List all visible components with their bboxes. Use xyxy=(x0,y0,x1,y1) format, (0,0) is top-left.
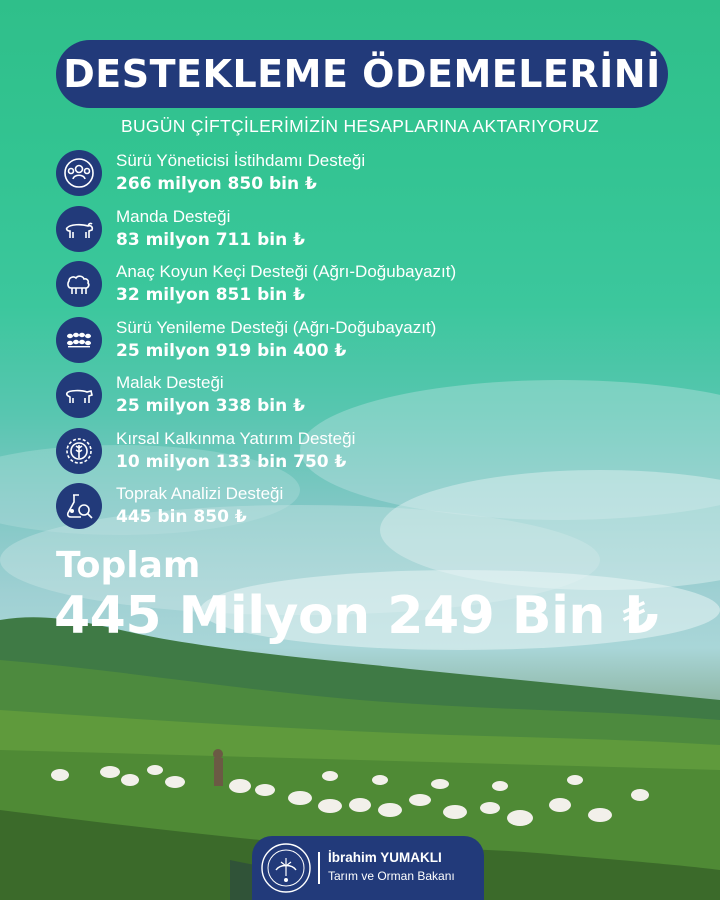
item-amount: 25 milyon 919 bin 400 ₺ xyxy=(116,340,347,361)
flock-icon xyxy=(56,317,102,363)
item-amount: 25 milyon 338 bin ₺ xyxy=(116,396,305,416)
item-label: Manda Desteği xyxy=(116,206,231,226)
minister-badge xyxy=(252,836,484,900)
item-label: Malak Desteği xyxy=(116,373,224,392)
buffalo-icon xyxy=(56,206,102,252)
item-label: Sürü Yenileme Desteği (Ağrı-Doğubayazıt) xyxy=(116,317,437,337)
item-label: Kırsal Kalkınma Yatırım Desteği xyxy=(116,428,356,448)
minister-name: İbrahim YUMAKLI xyxy=(328,850,442,865)
item-label: Sürü Yöneticisi İstihdamı Desteği xyxy=(116,151,366,170)
list-item xyxy=(56,150,676,206)
badge-divider xyxy=(318,852,320,884)
calf-icon xyxy=(56,372,102,418)
list-item xyxy=(56,206,676,262)
list-item xyxy=(56,317,676,373)
list-item xyxy=(56,483,676,539)
total-label: Toplam xyxy=(56,545,201,586)
wheat-gear-icon xyxy=(56,428,102,474)
ministry-seal-icon xyxy=(260,842,312,894)
page-subtitle: BUGÜN ÇİFTÇİLERİMİZİN HESAPLARINA AKTARIYORUZ xyxy=(121,116,599,136)
shepherd-group-icon xyxy=(56,150,102,196)
item-amount: 83 milyon 711 bin ₺ xyxy=(116,229,305,250)
minister-title: Tarım ve Orman Bakanı xyxy=(328,869,455,883)
sheep-icon xyxy=(56,261,102,307)
page-title: DESTEKLEME ÖDEMELERİNİ xyxy=(63,52,661,96)
list-item xyxy=(56,372,676,428)
title-banner xyxy=(56,40,668,108)
item-amount: 10 milyon 133 bin 750 ₺ xyxy=(116,451,347,472)
item-amount: 32 milyon 851 bin ₺ xyxy=(116,285,305,305)
item-amount: 266 milyon 850 bin ₺ xyxy=(116,174,317,194)
list-item xyxy=(56,428,676,484)
item-amount: 445 bin 850 ₺ xyxy=(116,507,247,527)
item-label: Toprak Analizi Desteği xyxy=(116,484,284,503)
flask-magnifier-icon xyxy=(56,483,102,529)
total-value: 445 Milyon 249 Bin ₺ xyxy=(54,586,659,646)
support-list xyxy=(56,150,676,539)
list-item xyxy=(56,261,676,317)
item-label: Anaç Koyun Keçi Desteği (Ağrı-Doğubayazıt) xyxy=(116,262,457,281)
